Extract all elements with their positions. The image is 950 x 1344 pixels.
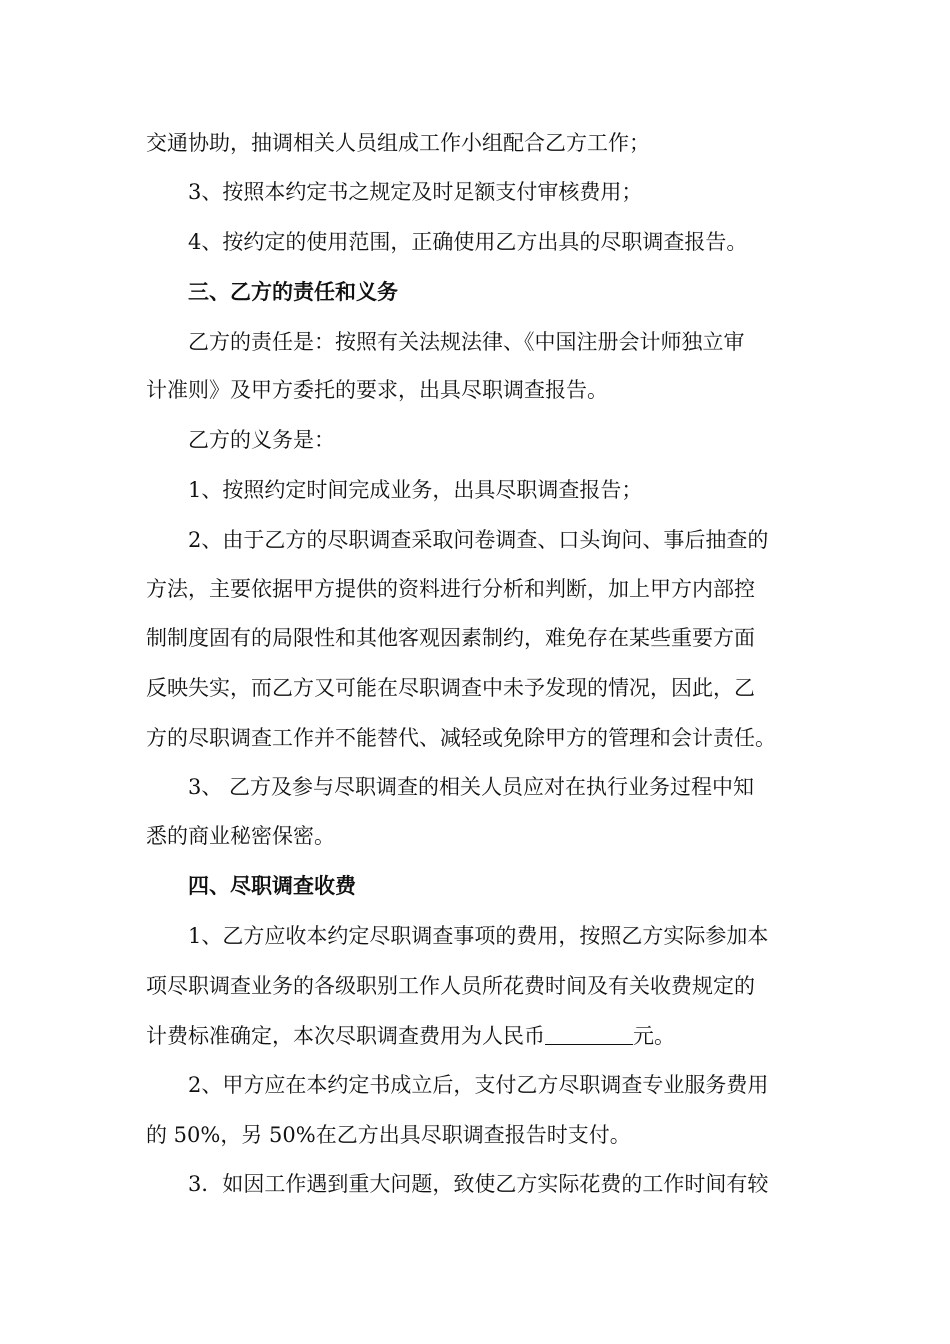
fee-amount-text: 计费标准确定，本次尽职调查费用为人民币 (146, 1024, 545, 1048)
text-line: 制制度固有的局限性和其他客观因素制约，难免存在某些重要方面 (146, 626, 755, 650)
text-line: 2、甲方应在本约定书成立后，支付乙方尽职调查专业服务费用 (188, 1073, 769, 1097)
text-line: 悉的商业秘密保密。 (146, 824, 335, 848)
text-line: 项尽职调查业务的各级职别工作人员所花费时间及有关收费规定的 (146, 974, 755, 998)
text-line: 1、按照约定时间完成业务，出具尽职调查报告； (188, 478, 643, 502)
text-line: 计准则》及甲方委托的要求，出具尽职调查报告。 (146, 378, 608, 402)
text-line: 4、按约定的使用范围，正确使用乙方出具的尽职调查报告。 (188, 230, 748, 254)
section-heading: 四、尽职调查收费 (188, 873, 356, 898)
text-line: 2、由于乙方的尽职调查采取问卷调查、口头询问、事后抽查的 (188, 528, 769, 552)
text-line: 方法，主要依据甲方提供的资料进行分析和判断，加上甲方内部控 (146, 577, 755, 601)
text-line: 乙方的义务是： (188, 428, 335, 452)
text-line: 乙方的责任是：按照有关法规法律、《中国注册会计师独立审 (188, 330, 745, 354)
text-line: 的 50%，另 50%在乙方出具尽职调查报告时支付。 (146, 1123, 631, 1147)
section-heading: 三、乙方的责任和义务 (188, 279, 398, 304)
text-line: 交通协助，抽调相关人员组成工作小组配合乙方工作； (146, 131, 650, 155)
fee-amount-unit: 元。 (633, 1024, 675, 1048)
text-line: 反映失实，而乙方又可能在尽职调查中未予发现的情况，因此，乙 (146, 676, 755, 700)
text-line: 3、按照本约定书之规定及时足额支付审核费用； (188, 180, 643, 204)
fee-amount-blank (545, 1024, 633, 1045)
text-line: 1、乙方应收本约定尽职调查事项的费用，按照乙方实际参加本 (188, 924, 769, 948)
text-line: 3．如因工作遇到重大问题，致使乙方实际花费的工作时间有较 (188, 1172, 769, 1196)
text-line: 方的尽职调查工作并不能替代、减轻或免除甲方的管理和会计责任。 (146, 726, 776, 750)
text-line: 3、 乙方及参与尽职调查的相关人员应对在执行业务过程中知 (188, 775, 755, 799)
fee-amount-line (146, 1022, 675, 1050)
